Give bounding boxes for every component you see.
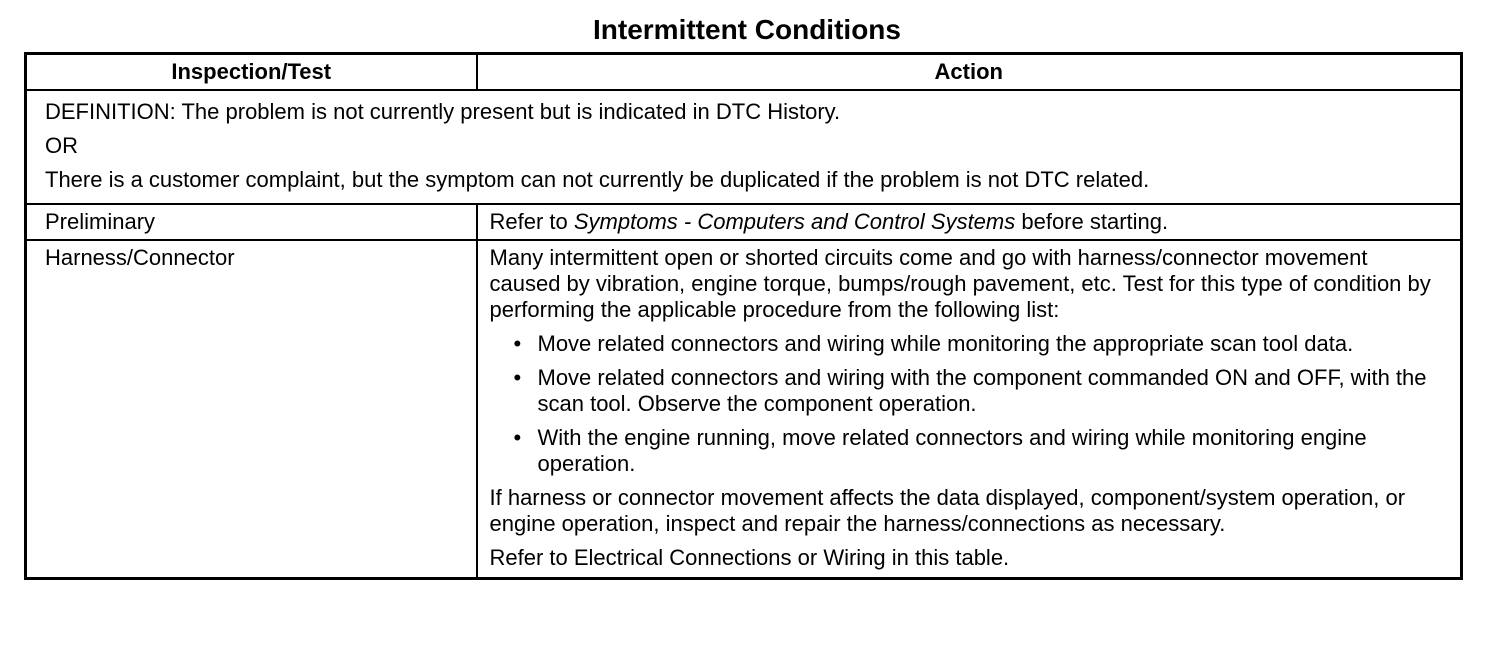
definition-or: OR [45, 133, 78, 158]
action-preliminary-prefix: Refer to [489, 209, 574, 234]
inspection-preliminary: Preliminary [26, 204, 477, 240]
column-header-action: Action [477, 54, 1462, 91]
harness-note: If harness or connector movement affects the data displayed, component/system operation, or engine operation, inspect and repair the harness/connections as necessary. [489, 485, 1406, 536]
header-row [26, 54, 1462, 91]
action-preliminary [477, 204, 1462, 240]
harness-intro: Many intermittent open or shorted circuits come and go with harness/connector movement caused by vibration, engine torque, bumps/rough pavement, etc. Test for this type of condition by performing the applicable procedure from the following list: [489, 245, 1431, 322]
list-item: • Move related connectors and wiring with the component commanded ON and OFF, with the scan tool. Observe the component operation. [490, 365, 1441, 417]
definition-text: DEFINITION: The problem is not currently present but is indicated in DTC History. [45, 99, 841, 124]
page-title: Intermittent Conditions [593, 14, 901, 45]
symptoms-reference: Symptoms - Computers and Control Systems [573, 209, 1016, 234]
harness-procedure-list [490, 331, 1441, 477]
definition-alt-text: There is a customer complaint, but the symptom can not currently be duplicated if the problem is not DTC related. [45, 167, 1150, 192]
action-preliminary-suffix: before starting. [1015, 209, 1169, 234]
list-item: • With the engine running, move related connectors and wiring while monitoring engine operation. [490, 425, 1441, 477]
harness-reference: Refer to Electrical Connections or Wiring in this table. [489, 545, 1010, 570]
definition-cell [26, 90, 1462, 204]
table-row [26, 240, 1462, 579]
intermittent-conditions-table [24, 52, 1463, 580]
list-item: • Move related connectors and wiring while monitoring the appropriate scan tool data. [490, 331, 1441, 357]
table-row [26, 204, 1462, 240]
column-header-inspection: Inspection/Test [26, 54, 477, 91]
definition-row [26, 90, 1462, 204]
action-harness-connector [477, 240, 1462, 579]
inspection-harness-connector: Harness/Connector [26, 240, 477, 579]
